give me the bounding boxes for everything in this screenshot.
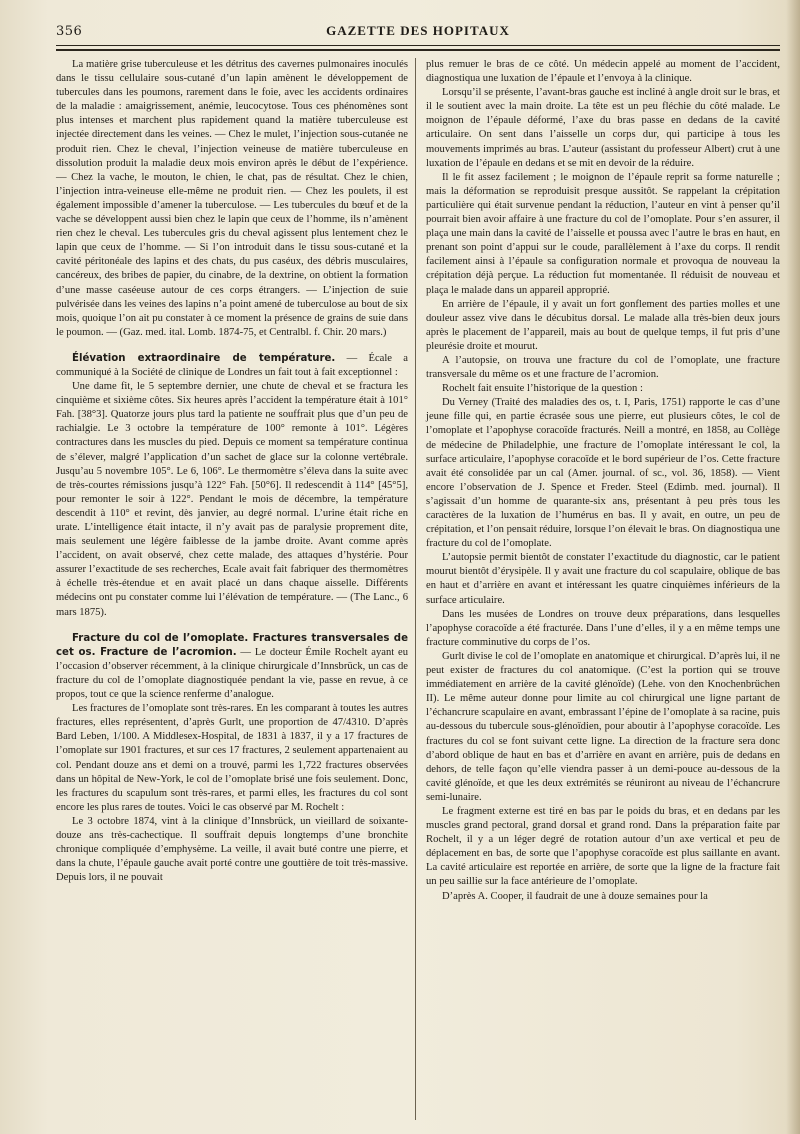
header-rule [56,45,780,46]
page-edge-shadow [786,0,800,1134]
paragraph: La matière grise tuberculeuse et les détritus des cavernes pulmonaires inoculés dans le tissu cellulaire sous-cutané d’un lapin amènent le développement de tubercules dans les poumons, rarement dans le foie, avec les accidents ordinaires de la maladie : amaigrissement, anémie, leucocytose. Tous ces phénomènes sont plus intenses et marchent plus rapidement quand la matière tuberculeuse est injectée directement dans les veines. — Chez le mulet, l’injection sous-cutanée ne produit rien. Chez le cheval, l’injection veineuse de matière tuberculeuse en dissolution produit la maladie deux mois environ après le début de l’expérience. — Chez la vache, le mouton, le chien, le chat, pas de résultat. Chez le chien, l’injection intra-veineuse elle-même ne produit rien. — Chez les poulets, il est également impossible d’amener la tuberculose. — Les tubercules du bœuf et de la vache se développent aussi bien chez le lapin que ceux de l’homme, ils n’amènent rien chez le cheval. Les tubercules gris du cheval agissent plus lentement chez le lapin que ceux de l’homme. — Si l’on introduit dans le tissu sous-cutané et la cavité péritonéale des lapins et des chats, du pus caséux, des débris musculaires, cancéreux, des bribes de papier, du cinabre, de la dextrine, on obtient la formation d’une masse caséeuse autour de ces corps étrangers. — L’injection de suie pulvérisée dans les veines des lapins n’a point amené de tuberculose au bout de six mois, quoique l’on ait pu constater à ce moment la présence de grains de suie dans le poumon. — (Gaz. med. ital. Lomb. 1874-75, et Centralbl. f. Chir. 20 mars.) [56,59,408,338]
paragraph: Dans les musées de Londres on trouve deux préparations, dans lesquelles l’apophyse coracoïde a été fracturée. Dans l’une d’elles, il y a en même temps une fracture comminutive du corps de l’os. [426,608,780,648]
paragraph: Une dame fit, le 5 septembre dernier, une chute de cheval et se fractura les cinquième et sixième côtes. Six heures après l’accident la température était à 101° Fah. [38°3]. Quatorze jours plus tard la patiente ne souffrait plus que d’un peu de rachialgie. Le 3 octobre la température de 100° remonte à 101°. Légères contractures dans les muscles du pied. Depuis ce moment sa température continua de s’élever, malgré l’application d’un sachet de glace sur la colonne vertébrale. Jusqu’au 5 novembre 105°. Le 6, 106°. Le thermomètre s’éleva dans la suite avec de très-courtes rémissions jusqu’à 122° Fah. [50°6]. Il redescendit à 114° [45°5], pour remonter le soir à 122°. Pendant le mois de décembre, la température descendit à 110° et revint, dès janvier, au degré normal. L’urine était riche en urate. L’intelligence était intacte, il n’y avait pas de paralysie proprement dite, mais seulement une légère faiblesse de la jambe droite. Avant comme après l’accident, on avait observé, chez cette malade, des attaques d’hystérie. Pour assurer l’exactitude de ses recherches, Ecale avait fait fabriquer des thermomètres à échelle très-étendue et en avait placé un dans chaque aisselle. Différents médecins ont pu constater comme lui l’élévation de température. — (The Lanc., 6 mars 1875). [56,381,408,618]
page-header [56,20,780,42]
paragraph: En arrière de l’épaule, il y avait un fort gonflement des parties molles et une douleur assez vive dans le décubitus dorsal. Le malade alla très-bien deux jours après le placement de l’appareil, mais au bout de quelque temps, il fut pris d’une pleurésie droite et mourut. [426,298,780,352]
paragraph: Lorsqu’il se présente, l’avant-bras gauche est incliné à angle droit sur le bras, et il le soutient avec la main droite. La tête est un peu fléchie du côté malade. Le moignon de l’épaule déformé, l’axe du bras passe en dedans de la cavité articulaire. On sent dans l’aisselle un corps dur, qui participe à tous les mouvements imprimés au bras. L’auteur (assistant du professeur Albert) crut à une luxation de l’épaule en dedans et se mit en devoir de la réduire. [426,87,780,169]
paragraph: A l’autopsie, on trouva une fracture du col de l’omoplate, une fracture transversale du même os et une fracture de l’acromion. [426,354,780,381]
paragraph: plus remuer le bras de ce côté. Un médecin appelé au moment de l’accident, diagnostiqua une luxation de l’épaule et l’envoya à la clinique. [426,59,780,85]
journal-title: GAZETTE DES HOPITAUX [326,23,510,38]
paragraph: L’autopsie permit bientôt de constater l’exactitude du diagnostic, car le patient mourut bientôt d’érysipèle. Il y avait une fracture du col scapulaire, oblique de bas en haut et d’arrière en avant et intéressant les quatre cinquièmes inférieurs de la surface articulaire. [426,552,780,606]
left-column [56,58,408,885]
paragraph: D’après A. Cooper, il faudrait de une à douze semaines pour la [442,890,708,902]
section-title: Fracture du col de l’omoplate. Fractures transversales de cet os. Fracture de l’acromion. [56,632,408,658]
paragraph: Gurlt divise le col de l’omoplate en anatomique et chirurgical. D’après lui, il ne peut exister de fractures du col anatomique. (C’est la portion qui se trouve immédiatement en arrière de la cavité glénoïde) (Lehe. von den Knochenbrüchen II). Le même auteur donne pour limite au col chirurgical une ligne partant de l’échancrure scapulaire en avant, embrassant l’épine de l’omoplate à sa racine, puis au-dessous du tubercule sous-glénoïdien, pour aboutir à l’apophyse coracoïde. Les fractures du col se font suivant cette ligne. La direction de la fracture sera donc d’abord oblique de haut en bas et d’arrière en avant en arrière, puis de dedans en dehors, de telle façon qu’elle viendra passer à un demi-pouce au-dessous de la cavité glénoïde, et que les deux extrémités se réuniront au niveau de l’échancrure semi-lunaire. [426,650,780,803]
right-column [426,58,780,904]
paragraph: Le fragment externe est tiré en bas par le poids du bras, et en dedans par les muscles grand pectoral, grand dorsal et grand rond. Dans la préparation faite par Rochelt, il y a un léger degré de rotation autour d’un axe vertical et peu de déplacement en bas, de sorte que l’apophyse coracoïde est plus saillante en avant. La cavité articulaire est reportée en arrière, de sorte que la ligne de la fracture fait un peu saillie sur la face antérieure de l’omoplate. [426,805,780,888]
header-rule-thick [56,49,780,51]
section-paragraph [56,632,408,702]
column-divider [415,58,416,1120]
paragraph: Du Verney (Traité des maladies des os, t. I, Paris, 1751) rapporte le cas d’une jeune fille qui, en partie écrasée sous une pierre, eut plusieurs côtes, le col de l’omoplate et l’apophyse coracoïde fracturés. Neill a montré, en 1858, au Collège de médecine de Philadelphie, une fracture de l’omoplate intéressant le col, la surface articulaire, l’apophyse coracoïde et le bord supérieur de l’os. Cette fracture avait été consolidée par un cal (Amer. journal. of sc., vol. 36, 1858). — Vient encore l’observation de J. Spence et Freder. Steel (Edimb. med. journal). Il s’agissait d’un homme de quarante-six ans, présentant à peu près tous les caractères de la luxation de l’humérus en bas. Il y avait, en outre, un peu de crépitation, et l’on pensait réduire, lorsque l’on élevait le bras. On diagnostiqua une fracture du col de l’omoplate. [426,397,780,550]
section-title: Élévation extraordinaire de température. [72,352,336,364]
paragraph: Il le fit assez facilement ; le moignon de l’épaule reprit sa forme naturelle ; mais la déformation se reproduisit presque aussitôt. Se rappelant la crépitation particulière qui était survenue pendant la réduction, l’auteur en vint à penser qu’il pourrait bien avoir affaire à une fracture du col de l’omoplate. Pour s’en assurer, il plaça une main dans la cavité de l’aisselle et poussa avec l’autre le bras en haut, en prenant son point d’appui sur le coude, parallèlement à l’axe du corps. Il rendit facilement ainsi à l’épaule sa configuration normale et provoqua de nouveau la crépitation déjà perçue. La réduction fut momentanée. Il réduisit de nouveau et plaça le malade dans un appareil approprié. [426,171,780,296]
paragraph-text: — Le docteur Émile Rochelt ayant eu l’occasion d’observer récemment, à la clinique chirurgicale d’Innsbrück, un cas de fracture du col de l’omoplate diagnostiquée pendant la vie, passe en revue, à ce propos, tout ce que la science renferme d’analogue. [56,646,409,701]
page-number: 356 [56,24,83,39]
paragraph: Rochelt fait ensuite l’historique de la question : [442,383,643,395]
paragraph-text: — Écale a communiqué à la Société de clinique de Londres un fait tout à fait exceptionnel : [56,352,408,378]
paragraph: Le 3 octobre 1874, vint à la clinique d’Innsbrück, un vieillard de soixante-douze ans très-cachectique. Il souffrait depuis longtemps d’une bronchite chronique compliquée d’emphysème. La veille, il avait buté contre une pierre, et dans la chute, l’épaule gauche avait porté contre une gouttière de toit très-massive. Depuis lors, il ne pouvait [56,815,408,884]
paragraph: Les fractures de l’omoplate sont très-rares. En les comparant à toutes les autres fractures, elles représentent, d’après Gurlt, une proportion de 47/4310. D’après Bard Leben, 1/100. A Middlesex-Hospital, de 1831 à 1837, il y a 17 fractures de l’omoplate sur 1901 fractures, et sur ces 17 fractures, 2 seulement appartenaient au col. Pendant douze ans et demi on a trouvé, parmi les 1,722 fractures observées dans un hôpital de New-York, le col de l’omoplate brisé une fois seulement. Donc, les fractures du scapulum sont très-rares, et parmi elles, les fractures du col sont encore les plus rares de toutes. Voici le cas observé par M. Rochelt : [56,703,408,813]
section-paragraph [56,352,408,380]
